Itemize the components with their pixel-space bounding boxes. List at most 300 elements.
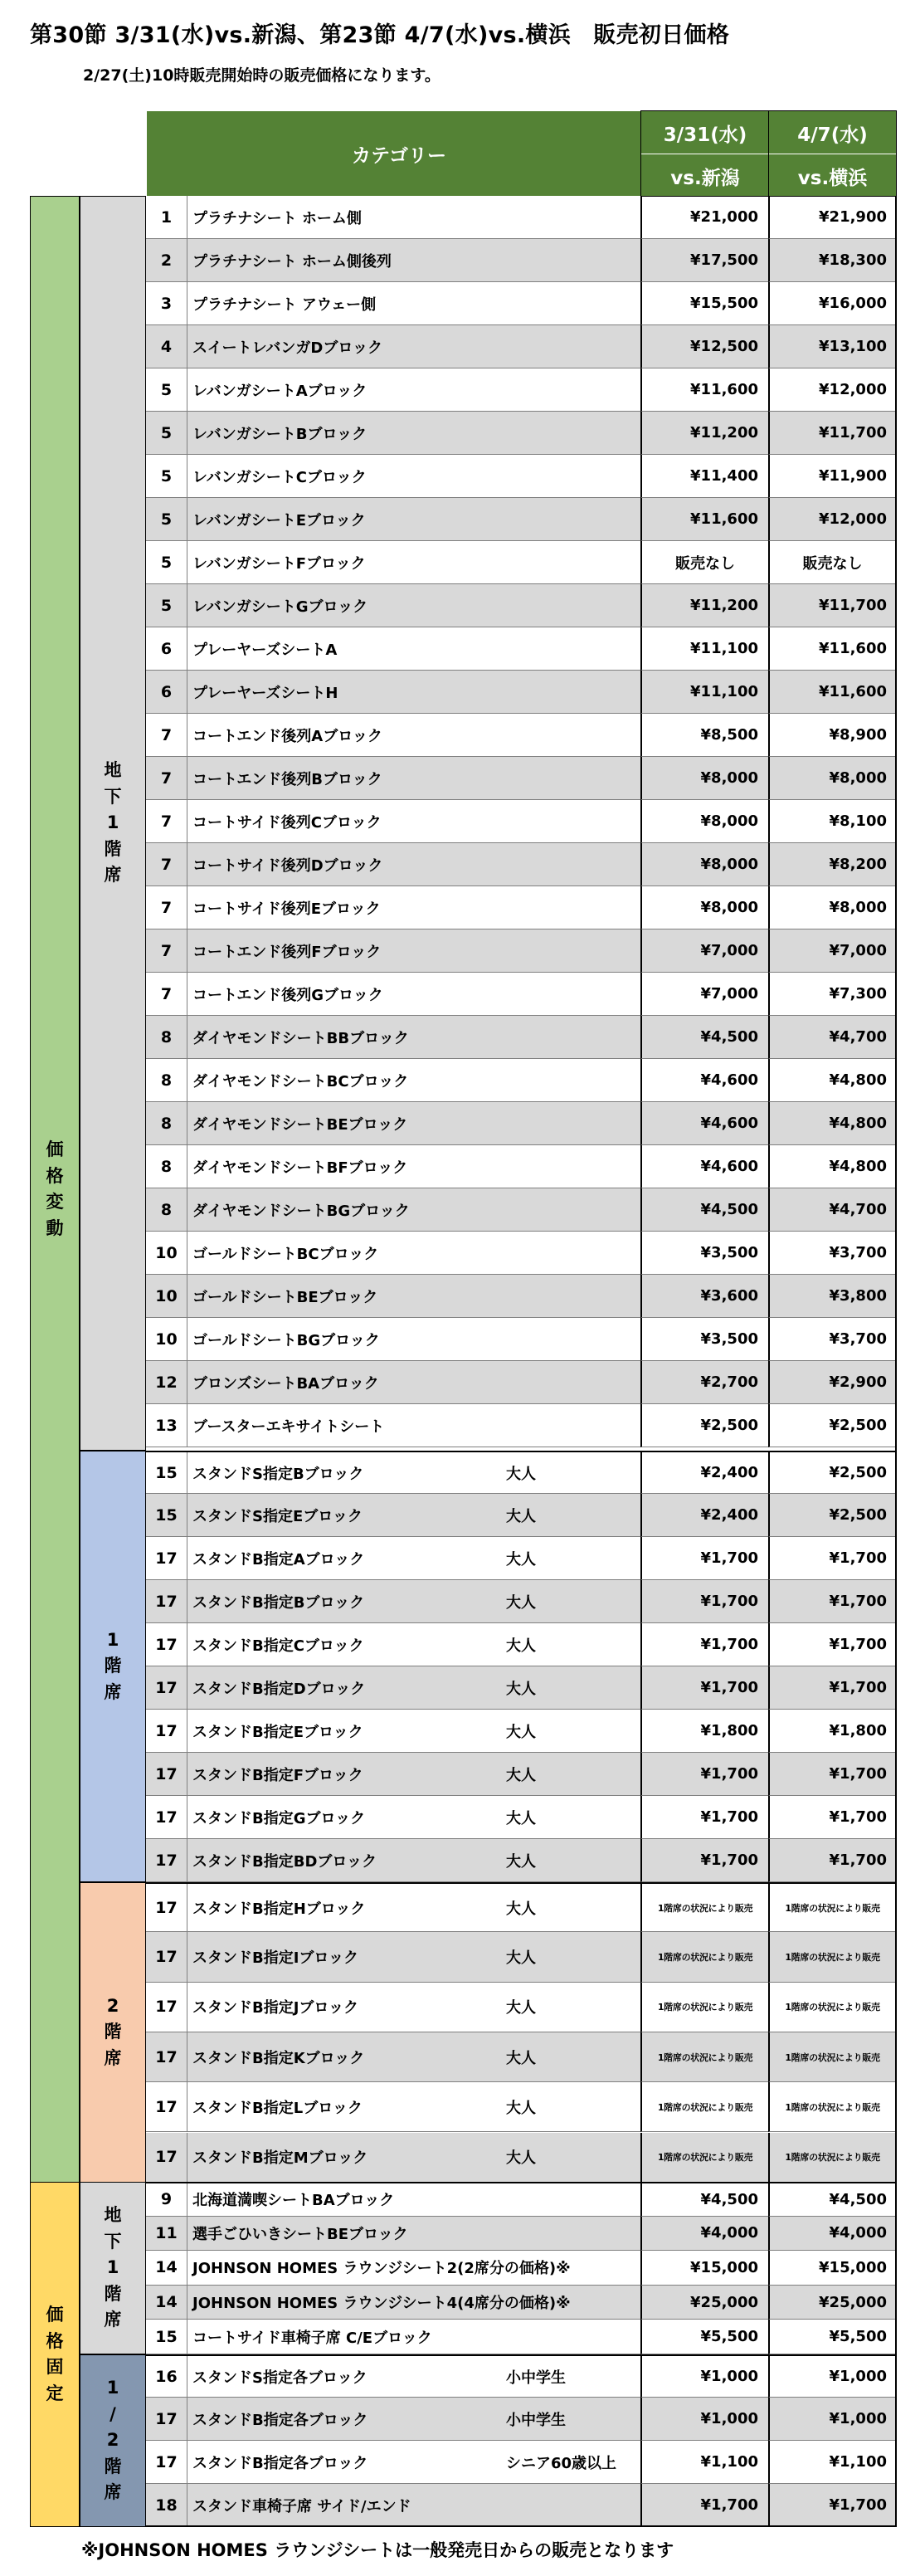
table-row bbox=[146, 1882, 897, 1932]
seat-name: コートエンド後列Fブロック bbox=[187, 929, 503, 973]
seat-number: 15 bbox=[146, 2320, 187, 2354]
seat-name: スタンドB指定Hブロック bbox=[187, 1884, 503, 1932]
ticket-type bbox=[503, 282, 640, 325]
seat-number: 8 bbox=[146, 1145, 187, 1188]
ticket-type: 大人 bbox=[503, 1710, 640, 1753]
table-row bbox=[146, 2032, 897, 2082]
seat-number: 17 bbox=[146, 1884, 187, 1932]
price-col1: 1階席の状況により販売 bbox=[640, 2032, 768, 2082]
seat-number: 7 bbox=[146, 973, 187, 1016]
price-col2: ¥1,700 bbox=[768, 1753, 897, 1796]
ticket-type: 大人 bbox=[503, 1452, 640, 1494]
seat-number: 17 bbox=[146, 1932, 187, 1982]
price-col1: ¥8,000 bbox=[640, 843, 768, 886]
ticket-type bbox=[503, 1361, 640, 1404]
header-col2-opponent: vs.横浜 bbox=[797, 168, 868, 189]
seat-number: 8 bbox=[146, 1102, 187, 1145]
ticket-type: 大人 bbox=[503, 1494, 640, 1537]
ticket-type bbox=[503, 1232, 640, 1275]
price-col1: ¥11,200 bbox=[640, 412, 768, 455]
price-col2: ¥21,900 bbox=[768, 196, 897, 239]
seat-name: プラチナシート ホーム側 bbox=[187, 196, 503, 239]
page-subtitle: 2/27(土)10時販売開始時の販売価格になります。 bbox=[83, 66, 441, 85]
group-label-char: 階 bbox=[104, 2456, 122, 2476]
seat-number: 5 bbox=[146, 455, 187, 498]
seat-number: 14 bbox=[146, 2251, 187, 2286]
seat-name: レバンガシートFブロック bbox=[187, 541, 503, 584]
table-row bbox=[146, 2484, 897, 2527]
price-col2: ¥25,000 bbox=[768, 2286, 897, 2320]
group-label-char: 定 bbox=[46, 2383, 64, 2403]
table-row bbox=[146, 196, 897, 239]
table-row bbox=[146, 239, 897, 282]
price-col2: 1階席の状況により販売 bbox=[768, 2133, 897, 2183]
ticket-type bbox=[503, 1016, 640, 1059]
table-row bbox=[146, 498, 897, 541]
table-row bbox=[146, 1016, 897, 1059]
price-col2: ¥18,300 bbox=[768, 239, 897, 282]
header-col1-opponent: vs.新潟 bbox=[670, 168, 740, 189]
seat-name: コートエンド後列Aブロック bbox=[187, 714, 503, 757]
group-label-char: 下 bbox=[104, 2231, 122, 2252]
price-col1: ¥25,000 bbox=[640, 2286, 768, 2320]
table-row bbox=[146, 843, 897, 886]
seat-name: コートエンド後列Gブロック bbox=[187, 973, 503, 1016]
ticket-type: 小中学生 bbox=[503, 2398, 640, 2441]
ticket-type bbox=[503, 2251, 640, 2286]
ticket-type bbox=[503, 2320, 640, 2354]
seat-name: プラチナシート ホーム側後列 bbox=[187, 239, 503, 282]
group-label-char: 階 bbox=[104, 2283, 122, 2304]
table-row bbox=[146, 2133, 897, 2183]
price-col2: 1階席の状況により販売 bbox=[768, 1983, 897, 2032]
price-col1: ¥1,700 bbox=[640, 1839, 768, 1882]
seat-number: 13 bbox=[146, 1404, 187, 1447]
header-blank bbox=[95, 110, 146, 197]
ticket-type bbox=[503, 196, 640, 239]
seat-name: 北海道満喫シートBAブロック bbox=[187, 2183, 503, 2217]
price-col1: ¥4,000 bbox=[640, 2217, 768, 2252]
price-col2: ¥4,700 bbox=[768, 1016, 897, 1059]
group-label-char: 1 bbox=[106, 2257, 119, 2278]
seat-name: コートサイド後列Dブロック bbox=[187, 843, 503, 886]
price-col2: ¥3,800 bbox=[768, 1275, 897, 1318]
price-col1: 1階席の状況により販売 bbox=[640, 2082, 768, 2132]
ticket-type: シニア60歳以上 bbox=[503, 2441, 640, 2484]
table-row bbox=[146, 325, 897, 368]
price-col2: ¥7,300 bbox=[768, 973, 897, 1016]
price-col2: ¥1,700 bbox=[768, 1666, 897, 1710]
group-label-char: 格 bbox=[46, 1165, 64, 1186]
seat-name: スタンドS指定Eブロック bbox=[187, 1494, 503, 1537]
group-fixed bbox=[30, 2182, 80, 2527]
price-col1: 1階席の状況により販売 bbox=[640, 2133, 768, 2183]
table-row bbox=[146, 1666, 897, 1710]
price-col2: ¥1,000 bbox=[768, 2398, 897, 2441]
ticket-type: 大人 bbox=[503, 1884, 640, 1932]
group-label-char: 固 bbox=[46, 2357, 64, 2377]
price-col2: ¥4,800 bbox=[768, 1145, 897, 1188]
table-row bbox=[146, 1796, 897, 1839]
seat-number: 7 bbox=[146, 843, 187, 886]
seat-number: 17 bbox=[146, 1537, 187, 1580]
price-col1: ¥7,000 bbox=[640, 929, 768, 973]
price-col1: ¥4,600 bbox=[640, 1145, 768, 1188]
price-col1: ¥3,600 bbox=[640, 1275, 768, 1318]
table-row bbox=[146, 800, 897, 843]
price-col1: ¥7,000 bbox=[640, 973, 768, 1016]
price-col1: ¥8,000 bbox=[640, 800, 768, 843]
group-label-char: 2 bbox=[106, 2430, 119, 2451]
ticket-type bbox=[503, 627, 640, 671]
price-col2: ¥2,500 bbox=[768, 1404, 897, 1447]
price-col2: ¥1,700 bbox=[768, 1839, 897, 1882]
seat-number: 2 bbox=[146, 239, 187, 282]
seat-name: スイートレバンガDブロック bbox=[187, 325, 503, 368]
price-col2: ¥1,800 bbox=[768, 1710, 897, 1753]
table-row bbox=[146, 1932, 897, 1982]
price-col1: ¥2,500 bbox=[640, 1404, 768, 1447]
seat-name: スタンドB指定Dブロック bbox=[187, 1666, 503, 1710]
group-label-char: 席 bbox=[104, 2310, 122, 2330]
group-f2 bbox=[80, 1882, 146, 2183]
price-col1: ¥8,500 bbox=[640, 714, 768, 757]
seat-number: 1 bbox=[146, 196, 187, 239]
seat-name: スタンドS指定各ブロック bbox=[187, 2356, 503, 2398]
ticket-type: 大人 bbox=[503, 1839, 640, 1882]
seat-number: 10 bbox=[146, 1318, 187, 1361]
seat-name: スタンドB指定Gブロック bbox=[187, 1796, 503, 1839]
group-variable bbox=[30, 196, 80, 2183]
price-col1: ¥1,700 bbox=[640, 1666, 768, 1710]
ticket-type bbox=[503, 2183, 640, 2217]
price-col2: ¥1,700 bbox=[768, 1623, 897, 1666]
seat-name: ダイヤモンドシートBEブロック bbox=[187, 1102, 503, 1145]
seat-name: スタンドB指定Mブロック bbox=[187, 2133, 503, 2183]
seat-name: コートサイド車椅子席 C/Eブロック bbox=[187, 2320, 503, 2354]
group-label-char: 席 bbox=[104, 2482, 122, 2503]
price-col1: ¥4,500 bbox=[640, 2183, 768, 2217]
header-col1-date: 3/31(水) bbox=[663, 124, 747, 146]
group-label-char: 価 bbox=[46, 1139, 64, 1159]
price-col2: ¥4,700 bbox=[768, 1188, 897, 1232]
seat-number: 18 bbox=[146, 2484, 187, 2527]
seat-name: スタンドB指定Jブロック bbox=[187, 1983, 503, 2032]
seat-name: スタンドB指定Cブロック bbox=[187, 1623, 503, 1666]
price-col1: 販売なし bbox=[640, 541, 768, 584]
table-row bbox=[146, 2082, 897, 2132]
table-row bbox=[146, 455, 897, 498]
price-col1: ¥11,600 bbox=[640, 498, 768, 541]
seat-number: 7 bbox=[146, 714, 187, 757]
price-col1: 1階席の状況により販売 bbox=[640, 1884, 768, 1932]
ticket-type bbox=[503, 1275, 640, 1318]
seat-name: スタンドB指定Fブロック bbox=[187, 1753, 503, 1796]
seat-name: スタンドB指定BDブロック bbox=[187, 1839, 503, 1882]
table-row bbox=[146, 886, 897, 929]
table-row bbox=[146, 1983, 897, 2032]
seat-number: 7 bbox=[146, 757, 187, 800]
seat-number: 17 bbox=[146, 1580, 187, 1623]
seat-name: レバンガシートGブロック bbox=[187, 584, 503, 627]
seat-number: 4 bbox=[146, 325, 187, 368]
price-col1: ¥4,600 bbox=[640, 1102, 768, 1145]
seat-name: ゴールドシートBGブロック bbox=[187, 1318, 503, 1361]
group-label-char: 階 bbox=[104, 2022, 122, 2042]
price-col2: ¥3,700 bbox=[768, 1318, 897, 1361]
price-col2: ¥7,000 bbox=[768, 929, 897, 973]
price-col2: ¥1,700 bbox=[768, 2484, 897, 2527]
group-label-char: 地 bbox=[104, 760, 122, 781]
table-row bbox=[146, 541, 897, 584]
price-col2: ¥3,700 bbox=[768, 1232, 897, 1275]
seat-number: 17 bbox=[146, 1623, 187, 1666]
price-col2: ¥11,600 bbox=[768, 671, 897, 714]
price-col1: ¥8,000 bbox=[640, 886, 768, 929]
group-label-char: 席 bbox=[104, 2047, 122, 2068]
price-col2: ¥2,500 bbox=[768, 1494, 897, 1537]
price-col2: ¥12,000 bbox=[768, 498, 897, 541]
footnote: ※JOHNSON HOMES ラウンジシートは一般発売日からの販売となります bbox=[81, 2540, 674, 2560]
price-col2: ¥1,700 bbox=[768, 1796, 897, 1839]
seat-number: 17 bbox=[146, 1710, 187, 1753]
seat-name: コートエンド後列Bブロック bbox=[187, 757, 503, 800]
table-row bbox=[146, 2320, 897, 2354]
table-row bbox=[146, 1753, 897, 1796]
seat-name: レバンガシートBブロック bbox=[187, 412, 503, 455]
ticket-type bbox=[503, 541, 640, 584]
seat-number: 5 bbox=[146, 498, 187, 541]
group-label-char: / bbox=[110, 2403, 116, 2424]
price-col1: ¥12,500 bbox=[640, 325, 768, 368]
group-label-char: 1 bbox=[106, 2378, 119, 2398]
price-col2: ¥4,800 bbox=[768, 1102, 897, 1145]
ticket-type bbox=[503, 455, 640, 498]
ticket-type bbox=[503, 584, 640, 627]
seat-number: 10 bbox=[146, 1232, 187, 1275]
seat-number: 5 bbox=[146, 541, 187, 584]
price-col1: 1階席の状況により販売 bbox=[640, 1983, 768, 2032]
price-col1: ¥1,700 bbox=[640, 2484, 768, 2527]
ticket-type bbox=[503, 843, 640, 886]
ticket-type: 大人 bbox=[503, 1753, 640, 1796]
seat-number: 5 bbox=[146, 368, 187, 412]
price-col1: ¥11,600 bbox=[640, 368, 768, 412]
seat-name: ゴールドシートBEブロック bbox=[187, 1275, 503, 1318]
price-col2: ¥8,200 bbox=[768, 843, 897, 886]
price-col1: ¥2,400 bbox=[640, 1452, 768, 1494]
group-label-char: 席 bbox=[104, 865, 122, 886]
price-col2: ¥1,000 bbox=[768, 2356, 897, 2398]
table-row bbox=[146, 1232, 897, 1275]
seat-name: スタンドB指定Kブロック bbox=[187, 2032, 503, 2082]
price-col2: ¥2,900 bbox=[768, 1361, 897, 1404]
price-col2: ¥11,700 bbox=[768, 412, 897, 455]
price-col2: ¥1,700 bbox=[768, 1580, 897, 1623]
seat-number: 17 bbox=[146, 1983, 187, 2032]
price-col1: ¥2,400 bbox=[640, 1494, 768, 1537]
price-col2: 販売なし bbox=[768, 541, 897, 584]
price-col1: ¥11,100 bbox=[640, 671, 768, 714]
price-col2: ¥8,000 bbox=[768, 757, 897, 800]
price-col1: ¥15,500 bbox=[640, 282, 768, 325]
table-row bbox=[146, 2354, 897, 2398]
seat-number: 15 bbox=[146, 1494, 187, 1537]
seat-number: 7 bbox=[146, 800, 187, 843]
seat-name: ブロンズシートBAブロック bbox=[187, 1361, 503, 1404]
seat-number: 17 bbox=[146, 1796, 187, 1839]
table-row bbox=[146, 671, 897, 714]
seat-number: 14 bbox=[146, 2286, 187, 2320]
seat-number: 17 bbox=[146, 2441, 187, 2484]
table-row bbox=[146, 1494, 897, 1537]
ticket-type: 大人 bbox=[503, 1623, 640, 1666]
seat-name: レバンガシートAブロック bbox=[187, 368, 503, 412]
price-col1: ¥3,500 bbox=[640, 1318, 768, 1361]
ticket-type bbox=[503, 714, 640, 757]
price-col1: ¥1,100 bbox=[640, 2441, 768, 2484]
seat-name: プレーヤーズシートA bbox=[187, 627, 503, 671]
price-col1: ¥1,000 bbox=[640, 2398, 768, 2441]
seat-number: 11 bbox=[146, 2217, 187, 2252]
seat-name: プレーヤーズシートH bbox=[187, 671, 503, 714]
price-col1: ¥4,500 bbox=[640, 1016, 768, 1059]
price-col1: ¥1,700 bbox=[640, 1623, 768, 1666]
ticket-type bbox=[503, 1188, 640, 1232]
ticket-type bbox=[503, 1318, 640, 1361]
ticket-type bbox=[503, 325, 640, 368]
seat-name: コートサイド後列Cブロック bbox=[187, 800, 503, 843]
seat-name: レバンガシートCブロック bbox=[187, 455, 503, 498]
table-row bbox=[146, 1318, 897, 1361]
price-col1: ¥11,100 bbox=[640, 627, 768, 671]
table-row bbox=[146, 2398, 897, 2441]
table-row bbox=[146, 1623, 897, 1666]
group-label-char: 変 bbox=[46, 1192, 64, 1212]
group-label-char: 地 bbox=[104, 2205, 122, 2226]
group-b1-fixed bbox=[80, 2182, 146, 2354]
price-col2: ¥5,500 bbox=[768, 2320, 897, 2354]
price-col2: ¥12,000 bbox=[768, 368, 897, 412]
seat-number: 16 bbox=[146, 2356, 187, 2398]
seat-name: スタンドS指定Bブロック bbox=[187, 1452, 503, 1494]
price-col2: ¥8,100 bbox=[768, 800, 897, 843]
price-col2: ¥11,900 bbox=[768, 455, 897, 498]
header-category: カテゴリー bbox=[146, 110, 652, 197]
seat-name: JOHNSON HOMES ラウンジシート2(2席分の価格)※ bbox=[187, 2251, 503, 2286]
seat-name: コートサイド後列Eブロック bbox=[187, 886, 503, 929]
seat-number: 7 bbox=[146, 929, 187, 973]
price-col2: ¥4,500 bbox=[768, 2183, 897, 2217]
table-row bbox=[146, 1188, 897, 1232]
table-row bbox=[146, 1361, 897, 1404]
ticket-type bbox=[503, 2286, 640, 2320]
table-row bbox=[146, 627, 897, 671]
seat-name: スタンドB指定Eブロック bbox=[187, 1710, 503, 1753]
seat-name: レバンガシートEブロック bbox=[187, 498, 503, 541]
seat-name: ダイヤモンドシートBBブロック bbox=[187, 1016, 503, 1059]
seat-number: 17 bbox=[146, 2398, 187, 2441]
price-col2: 1階席の状況により販売 bbox=[768, 1932, 897, 1982]
seat-name: ダイヤモンドシートBFブロック bbox=[187, 1145, 503, 1188]
price-col2: ¥8,900 bbox=[768, 714, 897, 757]
ticket-type: 大人 bbox=[503, 2133, 640, 2183]
seat-number: 17 bbox=[146, 2082, 187, 2132]
seat-name: ゴールドシートBCブロック bbox=[187, 1232, 503, 1275]
ticket-type: 大人 bbox=[503, 1932, 640, 1982]
table-header bbox=[95, 110, 897, 197]
price-col1: ¥4,500 bbox=[640, 1188, 768, 1232]
ticket-type bbox=[503, 239, 640, 282]
ticket-type: 小中学生 bbox=[503, 2356, 640, 2398]
ticket-type bbox=[503, 1145, 640, 1188]
seat-number: 7 bbox=[146, 886, 187, 929]
price-col2: 1階席の状況により販売 bbox=[768, 1884, 897, 1932]
group-label-char: 動 bbox=[46, 1217, 64, 1238]
price-col2: ¥11,600 bbox=[768, 627, 897, 671]
seat-number: 10 bbox=[146, 1275, 187, 1318]
table-row bbox=[146, 1275, 897, 1318]
ticket-type: 大人 bbox=[503, 1983, 640, 2032]
seat-number: 6 bbox=[146, 671, 187, 714]
price-col2: ¥4,800 bbox=[768, 1059, 897, 1102]
seat-number: 5 bbox=[146, 412, 187, 455]
price-col1: ¥1,700 bbox=[640, 1537, 768, 1580]
header-col-2 bbox=[768, 110, 897, 197]
price-col2: 1階席の状況により販売 bbox=[768, 2032, 897, 2082]
price-col2: ¥4,000 bbox=[768, 2217, 897, 2252]
table-row bbox=[146, 412, 897, 455]
table-row bbox=[146, 2182, 897, 2217]
seat-number: 17 bbox=[146, 1753, 187, 1796]
price-col1: ¥3,500 bbox=[640, 1232, 768, 1275]
group-label-char: 2 bbox=[106, 1995, 119, 2016]
table-row bbox=[146, 1404, 897, 1447]
table-row bbox=[146, 1580, 897, 1623]
seat-number: 12 bbox=[146, 1361, 187, 1404]
page-title: 第30節 3/31(水)vs.新潟、第23節 4/7(水)vs.横浜 販売初日価格 bbox=[30, 22, 730, 48]
seat-number: 8 bbox=[146, 1188, 187, 1232]
seat-name: スタンド車椅子席 サイド/エンド bbox=[187, 2484, 503, 2527]
ticket-type bbox=[503, 2484, 640, 2527]
price-col1: ¥15,000 bbox=[640, 2251, 768, 2286]
table-row bbox=[146, 929, 897, 973]
ticket-type bbox=[503, 1059, 640, 1102]
price-col2: ¥1,100 bbox=[768, 2441, 897, 2484]
seat-number: 6 bbox=[146, 627, 187, 671]
price-col2: ¥2,500 bbox=[768, 1452, 897, 1494]
seat-number: 9 bbox=[146, 2183, 187, 2217]
seat-number: 3 bbox=[146, 282, 187, 325]
table-row bbox=[146, 1451, 897, 1494]
ticket-type bbox=[503, 973, 640, 1016]
seat-name: ダイヤモンドシートBGブロック bbox=[187, 1188, 503, 1232]
price-col2: ¥13,100 bbox=[768, 325, 897, 368]
group-f1 bbox=[80, 1451, 146, 1882]
seat-name: スタンドB指定各ブロック bbox=[187, 2398, 503, 2441]
group-label-char: 価 bbox=[46, 2305, 64, 2325]
table-row bbox=[146, 1102, 897, 1145]
seat-number: 5 bbox=[146, 584, 187, 627]
price-col1: ¥4,600 bbox=[640, 1059, 768, 1102]
table-row bbox=[146, 2217, 897, 2252]
price-col1: ¥17,500 bbox=[640, 239, 768, 282]
seat-name: スタンドB指定Iブロック bbox=[187, 1932, 503, 1982]
ticket-type: 大人 bbox=[503, 2082, 640, 2132]
group-label-char: 1 bbox=[106, 1629, 119, 1650]
table-row bbox=[146, 1710, 897, 1753]
table-row bbox=[146, 1839, 897, 1882]
